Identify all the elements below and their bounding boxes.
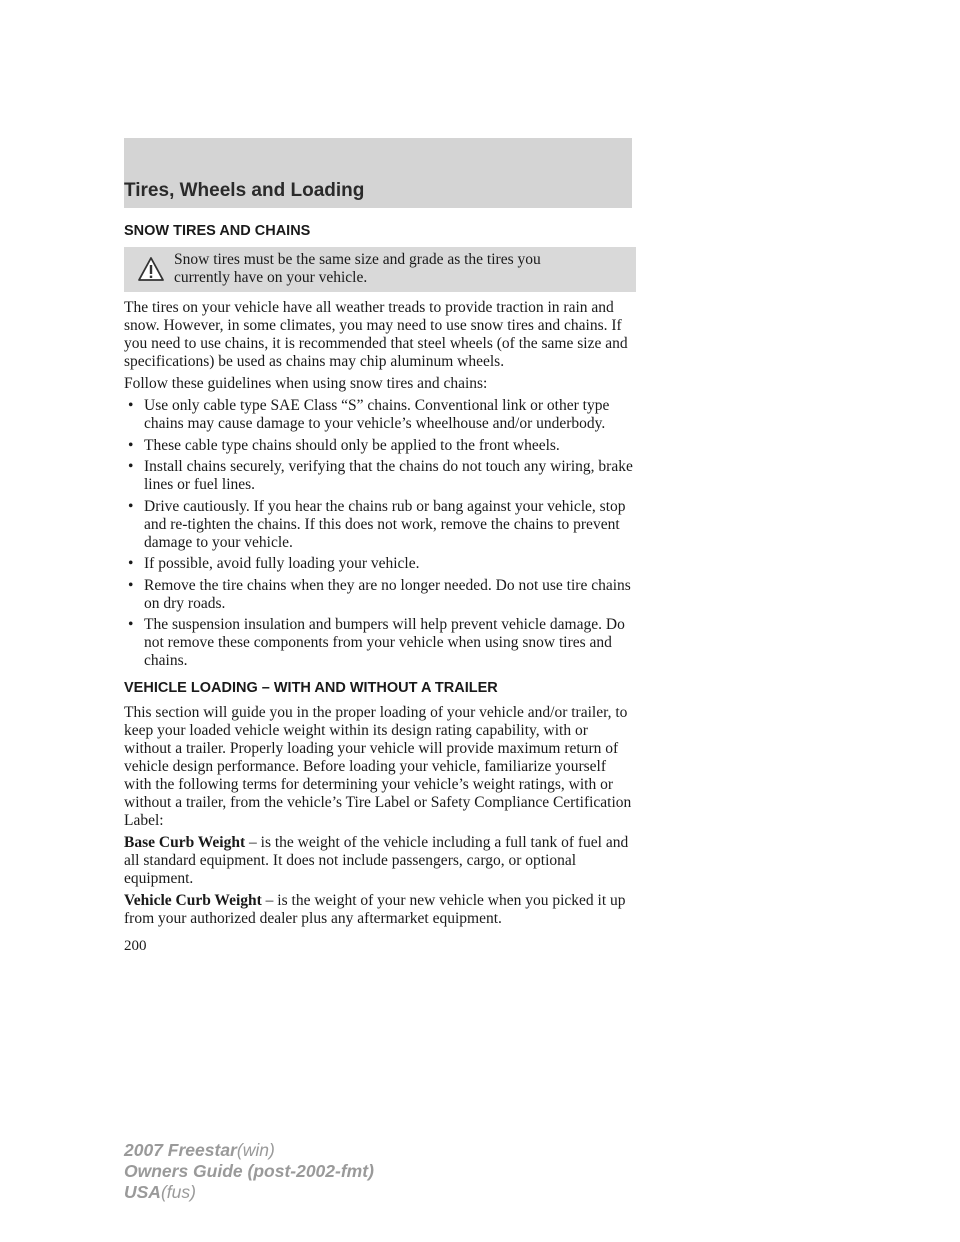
page-number: 200 [124,938,147,954]
definition: – is the weight of the vehicle including a full tank of fuel and all standard equipment. It does not include passengers, cargo, or optional equipment. [124,834,629,887]
warning-line: currently have on your vehicle. [174,269,368,286]
footer-market-code: (fus) [160,1182,196,1202]
list-item-text: These cable type chains should only be applied to the front wheels. [144,436,560,454]
footer-line [124,1182,374,1203]
vehicle-loading-heading: VEHICLE LOADING – WITH AND WITHOUT A TRAILER [124,680,498,696]
list-item [124,577,636,613]
list-item [124,458,636,494]
page-content [124,222,636,932]
warning-text [174,251,624,287]
footer-line [124,1140,374,1161]
footer-market: USA [124,1182,161,1202]
list-item [124,616,636,670]
footer-guide: Owners Guide (post-2002-fmt) [124,1161,374,1181]
list-item-text: The suspension insulation and bumpers will help prevent vehicle damage. Do not remove these components from your vehicle when using snow tires and chains. [144,616,625,669]
list-item-text: If possible, avoid fully loading your vehicle. [144,555,420,572]
footer [124,1140,374,1203]
bullet-icon: • [128,576,134,594]
definition-vehicle-curb-weight [124,892,636,928]
bullet-icon: • [128,497,134,515]
definition-base-curb-weight [124,834,636,888]
bullet-icon: • [128,616,134,633]
list-item [124,397,636,433]
guidelines-list [124,397,636,670]
bullet-icon: • [128,397,134,414]
header-band [124,138,632,208]
warning-box [124,247,636,292]
paragraph: The tires on your vehicle have all weather treads to provide traction in rain and snow. However, in some climates, you may need to use snow tires and chains. If you need to use chains, it is recommended that steel wheels (of the same size and specifications) be used as chains may chip aluminum wheels. [124,299,628,370]
footer-model: 2007 Freestar [124,1140,237,1160]
section-title: Tires, Wheels and Loading [124,180,365,201]
list-item [124,498,636,552]
term: Vehicle Curb Weight [124,892,262,909]
footer-model-code: (win) [236,1140,275,1160]
list-item-text: Remove the tire chains when they are no longer needed. Do not use tire chains on dry roads. [144,576,631,612]
list-item-text: Install chains securely, verifying that the chains do not touch any wiring, brake lines or fuel lines. [144,458,633,493]
bullet-icon: • [128,436,134,454]
list-item-text: Drive cautiously. If you hear the chains rub or bang against your vehicle, stop and re-tighten the chains. If this does not work, remove the chains to prevent damage to your vehicle. [144,497,626,551]
list-item-text: Use only cable type SAE Class “S” chains. Conventional link or other type chains may cause damage to your vehicle’s wheelhouse and/or underbody. [144,397,610,432]
list-item [124,437,636,455]
paragraph: Follow these guidelines when using snow tires and chains: [124,375,488,392]
definition: – is the weight of your new vehicle when you picked it up from your authorized dealer plus any aftermarket equipment. [124,892,626,927]
paragraph: This section will guide you in the proper loading of your vehicle and/or trailer, to keep your loaded vehicle weight within its design rating capability, with or without a trailer. Properly loading your vehicle will provide maximum return of vehicle design performance. Before loading your vehicle, familiarize yourself with the following terms for determining your vehicle’s weight ratings, with or without a trailer, from the vehicle’s Tire Label or Safety Compliance Certification Label: [124,704,632,829]
warning-icon [137,256,165,282]
term: Base Curb Weight [124,834,246,851]
list-item [124,555,636,573]
bullet-icon: • [128,458,134,475]
snow-tires-heading: SNOW TIRES AND CHAINS [124,223,311,239]
warning-line: Snow tires must be the same size and grade as the tires you [174,251,541,268]
bullet-icon: • [128,555,134,572]
